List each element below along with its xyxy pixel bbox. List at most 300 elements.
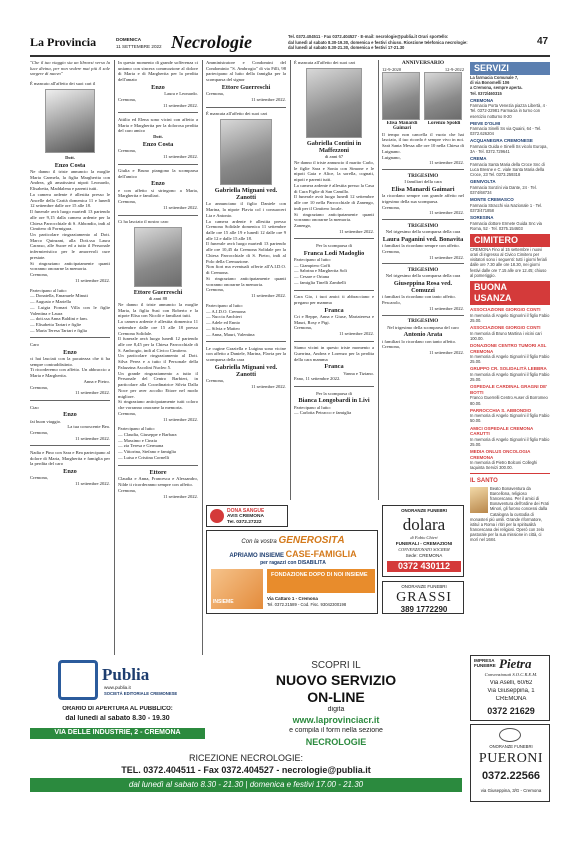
sidebar xyxy=(470,62,550,652)
list-item: — Silvia e Matteo xyxy=(206,325,240,331)
notice-text: Le cugine Graziella e Luigina sono vicine con affetto a Daniele, Marina, Flavia per la scomparsa della cara xyxy=(206,345,286,363)
trigesimo-title: TRIGESIMO xyxy=(407,266,439,273)
notice-signature: Laura e Leonardo. xyxy=(164,91,198,97)
pietra-label: FUNEBRE xyxy=(474,663,496,668)
participants-title: Partecipano al lutto: xyxy=(294,256,331,262)
publia-sub: SOCIETÀ EDITORIALE CREMONESE xyxy=(104,691,178,696)
pueroni-ad[interactable] xyxy=(470,724,550,802)
children-photo xyxy=(211,569,263,609)
notice-city: Cremona, xyxy=(30,475,48,481)
column-1 xyxy=(30,60,110,660)
deceased-name: Elisa Manardi Gaimari xyxy=(391,185,455,193)
list-item: — Massimo e Cinzia xyxy=(118,437,157,443)
notice-city: Cremona, xyxy=(206,287,224,293)
pharmacy-detail: Farmacia Porta Venezia piazza Libertà, 4 · Tel. 0372-22981 Farmacia in turno con esercizio notturno 8-20 xyxy=(470,103,548,119)
santo-detail: Beato Bonaventura da Barcellona, religioso francescano. Per il amici di Bonaventura dell'ordine dei Frati Minori, gli furono concessi dalla Catalogna la custodia di monasteri più umili. Grande riformatore, istituì a Roma i ritiri per la spiritualità francescana dei religiosi. Operò con zelo pastorale per la sua missione in città, ci morì nel 1684. xyxy=(470,485,549,543)
scopri-line: SCOPRI IL xyxy=(311,660,361,671)
sidebar-heading-buona-usanza: BUONA USANZA xyxy=(470,281,550,306)
notice-text: Caro xyxy=(30,341,39,347)
notice-text: Attilio ed Elena sono vicini con affetto a Maria e Margherita per la dolorosa perdita del caro amico xyxy=(118,116,198,134)
anniversary-date: 12-9-2020 xyxy=(382,66,402,72)
fundation-phone: Tel. 0372.21589 - Cod. Fisc. 93042300198 xyxy=(267,602,347,607)
notice-text: Per la scomparsa di xyxy=(316,390,352,396)
deceased-name: Laura Paganini ved. Bonavita xyxy=(382,235,464,243)
divider xyxy=(30,445,110,446)
divider xyxy=(382,315,464,316)
cimitero-detail: CREMONA Fino al 15 settembre i nuovi orari di ingresso al Civico Cimitero per visitatori sono i seguenti: tutti i giorni feriali dalle ore 7.30 alle ore 18.30, nei giorni festivi dalle ore 7.15 alle ore 12.45; chiuso al pomeriggio. xyxy=(470,247,547,278)
fundation-banner xyxy=(267,569,375,593)
scopri-line: e compila il form nella sezione xyxy=(289,727,383,734)
pharmacy-detail: Farmacia Guida e Sinelli Ss vicolo Europa, 3A · Tel. 0372.729641 xyxy=(470,144,548,155)
publia-logo: Publia xyxy=(102,665,150,684)
pueroni-logo: PUERONI xyxy=(478,751,544,766)
notice-text: La camera ardente è allestita presso le Ancelle della Carità domenica 11 e lunedì 12 settembre dalle ore 15 alle 18. xyxy=(30,191,110,209)
deceased-name: Franca xyxy=(324,306,344,314)
notice-city: Luignano, xyxy=(382,154,401,160)
anniversary-date: 12-9-2022 xyxy=(444,66,464,72)
notice-city: Cremona, xyxy=(206,378,224,384)
donation-detail: In memoria di Angelo Signorini il figlio Fabio 25.00. xyxy=(470,354,550,365)
notice-text: Ci ha lasciato il nostro caro xyxy=(118,219,169,225)
publia-url: www.publia.it xyxy=(104,685,131,690)
portrait-photo xyxy=(382,72,420,120)
deceased-name: Franca Lodi Madoglio xyxy=(303,249,365,257)
scopri-headline: ON-LINE xyxy=(307,689,365,705)
pueroni-header: ONORANZE FUNEBRI xyxy=(489,744,533,749)
notice-text: Amministratore e Condomini del Condominio "S. Ambrogio" di via Fillì, 98 partecipano al lutto della famiglia per la scomparsa del signor xyxy=(206,60,286,83)
scopri-section: NECROLOGIE xyxy=(305,737,367,747)
notice-date: 11 settembre 2022. xyxy=(251,384,286,390)
dolara-sub: FUNERALI - CREMAZIONI xyxy=(395,541,453,546)
portrait-photo xyxy=(45,89,95,153)
header-rule xyxy=(30,55,550,57)
notice-text: Ne danno il triste annuncio il marito Carlo, le figlie Sara e Sonia con Simone e le nipoti Gaia e Alice, la sorella, cognati, nipoti e parenti tutti. xyxy=(294,159,374,183)
donation-title: GRUPPO CR. SOLIDALITÀ LEBBRA xyxy=(470,366,547,372)
divider xyxy=(118,164,198,165)
notice-date: 11 settembre 2022. xyxy=(163,493,198,499)
donation-detail: In memoria di Angelo Signorini il figlio Fabio 50.00. xyxy=(470,413,550,424)
notice-signature: La tua conoscente Bea. xyxy=(67,424,110,430)
list-item: — Sabrina e Margherita Soli xyxy=(294,268,347,274)
notice-text: Il funerale avrà luogo lunedì 12 settembre alle ore 10 nella Parrocchiale di Zanengo, indi per il Cimitero locale. xyxy=(294,194,374,211)
portrait-photo xyxy=(306,68,362,138)
notice-city: Cremona, xyxy=(30,384,48,390)
trigesimo-title: TRIGESIMO xyxy=(407,172,439,179)
pharmacy-detail: Farmacia Stracchi via Nazionale 1 · Tel. 0373/471858 xyxy=(470,202,543,213)
notice-text: ci hai lasciati con la pacatezza che ti ha sempre contraddistinto. xyxy=(30,355,110,367)
participants-title: Partecipano al lutto: xyxy=(30,287,67,293)
deceased-name: Antonio Arata xyxy=(403,331,443,339)
pietra-label: IMPRESA xyxy=(474,658,495,663)
notice-date: 11 settembre 2022. xyxy=(429,350,464,356)
pharmacy-town: MONTE CREMASCO xyxy=(470,197,514,203)
dolara-logo: dolara xyxy=(402,515,446,534)
online-service-ad[interactable] xyxy=(210,660,462,750)
header-day: DOMENICA xyxy=(116,37,142,42)
donation-title: OSPEDALE CARDINAL GRAGNI DE' BOTTI xyxy=(470,384,548,395)
divider xyxy=(382,219,464,220)
ricezione-contacts: TEL. 0372.404511 - Fax 0372.404527 - necrologie@publia.it xyxy=(121,765,371,775)
pietra-address: Via Aselli, 60/62 xyxy=(489,680,533,686)
deceased-name: Ettore xyxy=(149,469,167,477)
notice-date: 11 settembre 2022. xyxy=(339,228,374,234)
avis-name: AVIS CREMONA xyxy=(227,514,264,519)
anniversary-title: ANNIVERSARIO xyxy=(401,60,445,66)
pharmacy-detail: Farmacia dottore Ermete Guida Snc via Roma, 52 · Tel. 0375.154603 xyxy=(470,220,542,231)
divider xyxy=(30,337,110,338)
sub-highlight: CASE-FAMIGLIA xyxy=(285,549,357,559)
divider xyxy=(118,112,198,113)
pharmacy-detail: Farmacia Sinelli Ss via Quaini, 64 - Tel. 0372.626204 xyxy=(470,126,542,137)
notice-text: Ciao xyxy=(30,404,39,410)
participants-list xyxy=(294,263,374,286)
santo-box xyxy=(470,473,550,542)
trigesimo-title: TRIGESIMO xyxy=(407,222,439,229)
pharmacy-detail: Farmacia Sonzini via Dante, 24 · Tel. 0374/68734 xyxy=(470,184,537,196)
list-item: — Claudia, Giuseppe e Barbara xyxy=(118,432,177,438)
list-item: — zia Teresa e Germana xyxy=(118,443,164,449)
notice-date: 11 settembre 2022. xyxy=(163,416,198,422)
notice-date: 11 settembre 2022. xyxy=(429,254,464,260)
dolara-sub: di Fabio Chieri xyxy=(410,535,438,540)
pharmacy-town: GENIVOLTA xyxy=(470,179,496,185)
divider xyxy=(294,341,374,342)
divider xyxy=(118,215,198,216)
list-item: — Luisa e Cristina Cornelli xyxy=(118,454,170,460)
column-divider xyxy=(114,60,115,655)
pharmacy-line: di via Bonomelli 106 xyxy=(470,80,510,86)
deceased-name: Lorenzo Spoldi xyxy=(427,120,461,126)
notice-text: i familiari la ricordano con tanto affetto. xyxy=(382,294,456,300)
donation-detail: In memoria di Angelo Signorini il figlio Fabio 25.00. xyxy=(470,436,550,447)
notice-text: i familiari lo ricordano con tanto affetto. xyxy=(382,338,457,344)
notice-text: Giulia e Bruno piangono la scomparsa dell'amico xyxy=(118,168,198,179)
publia-ad[interactable] xyxy=(30,660,205,750)
headline-text: Con la vostra xyxy=(241,539,277,545)
notice-city: Cremona, xyxy=(294,325,312,331)
donation-detail: In memoria di Angelo Signorini il figlio Fabio 25.00. xyxy=(470,372,550,383)
deceased-name: Gabriella Mignani ved. Zanotti xyxy=(214,363,278,379)
pharmacy-line: a Cremona, sempre aperta. xyxy=(470,85,523,91)
page-number: 47 xyxy=(537,36,549,47)
publia-logo-icon xyxy=(58,660,98,700)
deceased-age: di anni 88 xyxy=(148,296,168,302)
notice-text: i familiari la ricordano sempre con affetto. xyxy=(382,243,460,249)
grassi-header: ONORANZE FUNEBRI xyxy=(401,584,447,589)
notice-text: la ricordano sempre con grande affetto nel trigesimo della sua scomparsa. xyxy=(382,193,464,204)
ricezione-hours: dal lunedì al sabato 8.30 - 21.30 | domenica e festivi 17.00 - 21.30 xyxy=(30,778,462,792)
deceased-name: Enzo xyxy=(63,411,77,419)
notice-text: Il funerale avrà luogo martedì 13 partendo alle ore 9,15 dalla camera ardente per la Chiesa Parrocchiale di S. Abbondio, indi al Cimitero di Formigara. xyxy=(30,209,110,232)
pharmacy-line: La farmacia Comunale 7, xyxy=(470,75,519,81)
deceased-name: Ettore Guerreschi xyxy=(133,288,183,296)
headline-highlight: GENEROSITÀ xyxy=(278,535,345,546)
fundation-name: FONDAZIONE DOPO DI NOI INSIEME xyxy=(271,572,368,578)
pharmacy-town: SORESINA xyxy=(470,214,494,220)
deceased-name: Enzo xyxy=(151,83,165,91)
dolara-sub: CONVENZIONATO SOCREM xyxy=(398,547,450,552)
sidebar-heading-cimitero: CIMITERO xyxy=(470,234,550,247)
deceased-name: Gabriella Mignani ved. Zanotti xyxy=(214,186,278,202)
ricezione-title: RICEZIONE NECROLOGIE: xyxy=(188,753,304,763)
pietra-ad[interactable] xyxy=(470,655,550,721)
notice-date: 11 settembre 2022. xyxy=(75,435,110,441)
notice-text: Nel trigesimo della scomparsa della cara xyxy=(385,229,461,235)
notice-text: Non fiori ma eventuali offerte all'A.I.D.O. di Cremona. xyxy=(206,264,286,276)
divider xyxy=(30,400,110,401)
donation-title: DONAZIONE CENTRO TUMORI ASL CREMONA xyxy=(470,342,547,354)
notice-text: Un grande ringraziamento a tutto il Personale del Centro Barbieri, in particolare alla Coordinatrice Silvia Dalla Noce per aver accolto Ettore nel modo migliore. xyxy=(118,370,198,399)
deceased-name: Enzo xyxy=(151,180,165,188)
notice-city: Pescarolo, xyxy=(382,300,402,306)
avis-title: DONA SANGUE xyxy=(227,508,265,514)
column-4 xyxy=(294,60,374,500)
generosity-line: per ragazzi con DISABILITÀ xyxy=(260,560,326,566)
notice-city: Cremona, xyxy=(118,410,136,416)
divider xyxy=(206,107,286,108)
notice-text: La camera ardente è allestita presso Cremona Solidale domenica 11 settembre dalle ore 15 alle 19 e lunedì 12 dalle ore 9 alle 12 e dalle 15 alle 18. xyxy=(206,218,286,241)
notice-text: Un particolare ringraziamento al Dott. Marco Quinzani, alla Dott.ssa Laura Carasso, alle Suore ed a tutto il Personale infermieristico per le amorevoli cure prestate. xyxy=(30,231,110,260)
deceased-age: di anni 67 xyxy=(324,154,344,160)
deceased-name: Gabriella Contini in Maffezzoni xyxy=(306,139,362,154)
blood-drop-icon xyxy=(210,509,224,523)
list-item: — Vittorina, Stefano e famiglia xyxy=(118,449,176,455)
deceased-name: Enzo xyxy=(63,348,77,356)
divider xyxy=(294,290,374,291)
dolara-ad[interactable] xyxy=(382,505,464,577)
list-item: — Luigia Fornari Villa con le figlie Valentina e Laura xyxy=(30,304,110,316)
participants-title: Partecipano al lutto: xyxy=(206,302,243,308)
deceased-name: Franca xyxy=(324,363,344,371)
list-item: — Elisabetta Tartari e figlie xyxy=(30,322,82,327)
notice-date: 11 settembre 2022. xyxy=(163,204,198,210)
publia-hours: dal lunedì al sabato 8.30 - 19.30 xyxy=(65,715,170,722)
notice-text: È mancata all'affetto dei suoi cari xyxy=(294,60,356,65)
participants-list xyxy=(206,309,286,338)
notice-date: 11 settembre 2022. xyxy=(429,210,464,216)
notice-city: Fano, 11 settembre 2022. xyxy=(294,376,341,382)
notice-city: Cremona, xyxy=(206,91,224,97)
divider xyxy=(294,386,374,387)
notice-text: La camera ardente è allestita presso la Casa di Cura Figlie di San Camillo. xyxy=(294,182,374,194)
sidebar-heading-servizi: SERVIZI xyxy=(470,62,550,75)
quote-text: "Che il tuo viaggio sia un librarsi verso la luce divina, per non vedere mai più il sole sorgere di nuovo" xyxy=(30,60,110,77)
notice-text: Cri e Beppe, Anna e Giuse, Mariateresa e Mauri, Rosy e Pigi. xyxy=(294,313,374,325)
generosity-headline xyxy=(207,535,378,548)
header-contact xyxy=(288,34,538,51)
donation-title: MEDIA ONLUS ONCOLOGIA CREMONA xyxy=(470,449,531,460)
title-text: Dott. xyxy=(153,134,163,140)
generosity-ad[interactable] xyxy=(206,530,378,614)
notice-text: Il funerale avrà luogo martedì 13 partendo alle ore 10,45 da Cremona Solidale per la Chiesa Parrocchiale di S. Pietro, indi al Polo della Cremazione. xyxy=(206,241,286,264)
column-3 xyxy=(206,60,286,500)
saint-image xyxy=(470,487,488,513)
donation-detail: In memoria di Angelo Signorini il figlio Fabio 25.00. xyxy=(470,312,550,323)
notice-date: 11 settembre 2022. xyxy=(251,96,286,102)
pietra-sub: Convenzionati S.O.C.R.E.M. xyxy=(484,672,538,677)
grassi-ad[interactable] xyxy=(382,581,464,614)
list-item: — Carlotta Petracco e famiglia xyxy=(294,410,352,416)
deceased-name: Ettore Guerreschi xyxy=(221,83,271,91)
divider xyxy=(382,169,464,170)
notice-text: Ne danno il triste annuncio la moglie Maria Carmela, la figlia Margherita con Andrea, gli amatissimi nipoti Leonardo, Elisabetta, Maddalena e parenti tutti. xyxy=(30,168,110,192)
notice-signature: Anna e Pietro. xyxy=(83,378,110,384)
notice-text: Si ringraziano anticipatamente quanti vorranno onorarne la memoria. xyxy=(294,211,374,223)
notice-text: Si ringraziano anticipatamente quanti vorranno onorarne la memoria. xyxy=(206,275,286,287)
notice-city: Cremona, xyxy=(30,272,48,278)
page-header xyxy=(30,34,550,54)
pharmacy-town: CREMONA xyxy=(470,97,494,103)
list-item: — Augusto e Mariella xyxy=(30,299,71,305)
contact-line: Tel. 0372.404511 · Fax 0372.404527 · E-mail: necrologie@publia.it Orari sportello: xyxy=(288,34,449,39)
contact-line: dal lunedì al sabato 8.30-19.30, domenica e festivi chiuso. Ricezione telefonica necrologie: xyxy=(288,39,468,45)
grassi-phone: 389 1772290 xyxy=(400,605,448,614)
section-title: Necrologie xyxy=(171,34,252,52)
notice-date: 11 settembre 2022. xyxy=(75,390,110,396)
donation-title: ASSOCIAZIONE GIORGIO CONTI xyxy=(470,325,541,331)
list-item: — Nuccia Anchieri xyxy=(206,314,242,320)
divider xyxy=(294,238,374,239)
notice-text: È mancato all'affetto dei suoi cari il xyxy=(30,81,96,87)
pharmacy-detail: Farmacia Santa Maria della Croce Snc di Luca Bresne e C. viale Santa Maria della Croce, 23 Tel. 0373.259318 xyxy=(470,161,545,178)
divider xyxy=(118,465,198,466)
dolara-header: ONORANZE FUNEBRI xyxy=(401,508,447,513)
notice-city: Cremona, xyxy=(118,199,136,205)
pietra-logo: Pietra xyxy=(499,656,532,671)
santo-heading: IL SANTO xyxy=(470,478,498,485)
donation-title: PARROCCHIA S. ABBONDIO xyxy=(470,407,532,413)
notice-text: Claudia e Anna, Francesca e Alessandro, Nilde ti ricorderanno sempre con affetto. xyxy=(118,476,198,488)
contact-line: dal lunedì al sabato 8.30-21.30, domenica e festivi 17-21.30 xyxy=(288,45,405,51)
list-item: — Giampiero Goffi xyxy=(294,262,331,268)
notice-date: 11 settembre 2022. xyxy=(339,331,374,337)
notice-text: e con affetto si stringono a Maria, Margherita e familiari. xyxy=(118,187,198,199)
pharmacy-town: CREMA xyxy=(470,156,487,162)
notice-text: La camera ardente è allestita domenica 11 settembre dalle ore 15 alle 18 presso Cremona Solidale. xyxy=(118,319,198,336)
pietra-address: Via Giuseppina, 1 xyxy=(487,688,535,694)
notice-text: Siamo vicini in questo triste momento a Guerrina, Andrea e Lorenzo per la perdita della cara mamma xyxy=(294,345,374,362)
publia-hours-title: ORARIO DI APERTURA AL PUBBLICO: xyxy=(62,706,173,712)
notice-city: Cremona, xyxy=(118,487,136,493)
notice-date: 11 settembre 2022. xyxy=(163,153,198,159)
trigesimo-title: TRIGESIMO xyxy=(407,318,439,325)
pharmacy-line: Tel. 0372/460315 xyxy=(470,90,502,96)
avis-ad[interactable] xyxy=(206,505,288,527)
column-5 xyxy=(382,60,464,500)
avis-phone: Tel. 0372.27222 xyxy=(227,520,262,525)
notice-text: Il tempo non cancella il vuoto che hai lasciato, il tuo ricordo è sempre vivo in noi. Sarà Santa Messa alle ore 10 nella Chiesa di Luignano. xyxy=(382,131,464,154)
portrait-photo xyxy=(134,227,182,287)
notice-text: In questo momento di grande sofferenza ci uniamo con sincera commozione al dolore di Maria e di Margherita per la perdita dell'amato xyxy=(118,60,198,83)
publia-address: VIA DELLE INDUSTRIE, 2 - CREMONA xyxy=(30,728,205,739)
donation-detail: In memoria di Bruno Martina i vicini cari 100.00. xyxy=(470,330,542,341)
list-item: — A.I.D.O. Cremona xyxy=(206,308,246,314)
notice-date: 11 settembre 2022. xyxy=(75,277,110,283)
donation-detail: Franco Guerrelli Centro Auser di Borromeo 80.00. xyxy=(470,395,548,406)
notice-text: Nadia e Pino con Sara e Bea partecipano al dolore di Maria, Margherita e famiglia per la perdita del caro xyxy=(30,449,110,467)
list-item: — Anna, Mauri, Valentina xyxy=(206,331,255,337)
participants-title: Partecipano al lutto: xyxy=(294,404,331,410)
notice-date: 11 settembre 2022. xyxy=(429,160,464,166)
notice-text: Cara Gio, i tuoi amici ti abbracciano e pregano per mamma xyxy=(294,294,374,305)
column-divider xyxy=(290,60,291,500)
participants-title: Partecipano al lutto: xyxy=(118,426,155,432)
list-item: — Cesare e Oriana xyxy=(294,274,330,280)
notice-city: Cremona, xyxy=(382,204,400,210)
deceased-name: Bianca Longobardi in Livi xyxy=(298,397,370,405)
scopri-url[interactable]: www.laprovinciacr.it xyxy=(292,715,380,725)
list-item: — famiglia Tinelli Zambelli xyxy=(294,279,346,285)
notice-city: Cremona, xyxy=(118,148,136,154)
dolara-sub: Sede: CREMONA xyxy=(405,553,443,558)
pietra-phone: 0372 21629 xyxy=(487,706,535,716)
notice-date: 11 settembre 2022. xyxy=(75,481,110,487)
notice-text: Si ringraziano anticipatamente quanti vorranno onorarne la memoria. xyxy=(30,260,110,272)
donation-title: ASSOCIAZIONE GIORGIO CONTI xyxy=(470,307,541,313)
portrait-photo xyxy=(424,72,462,120)
notice-date: 11 settembre 2022. xyxy=(163,102,198,108)
notice-city: Zanengo, xyxy=(294,223,312,229)
notice-text: Ti ricorderemo con affetto. Un abbraccio a Maria e Margherita. xyxy=(30,367,110,379)
portrait-photo xyxy=(220,119,272,185)
notice-text: Nel trigesimo della scomparsa della cara xyxy=(385,273,461,279)
sub-text: APRIAMO INSIEME xyxy=(229,553,284,559)
list-item: — Donatella, Emanuele Minuti xyxy=(30,293,88,299)
pueroni-phone: 0372.22566 xyxy=(481,770,541,782)
notice-text: È mancata all'affetto dei suoi cari xyxy=(206,111,268,117)
column-divider xyxy=(378,60,379,500)
notice-text: Ne danno il triste annuncio la moglie Maria, la figlia Susi con Roberto e la nipote Elisa con Nicolò e familiari tutti. xyxy=(118,301,198,319)
pueroni-address: via Giuseppina, 3/G - Cremona xyxy=(480,788,542,793)
divider xyxy=(382,263,464,264)
participants-list xyxy=(30,293,110,333)
pharmacy-town: PIEVE D'OLMI xyxy=(470,120,501,126)
generosity-sub xyxy=(207,549,378,561)
pietra-address: CREMONA xyxy=(495,696,527,702)
column-divider xyxy=(202,60,203,655)
notice-text: fai buon viaggio. xyxy=(30,418,62,424)
pharmacy-town: ACQUANEGRA CREMONESE xyxy=(470,138,533,144)
notice-text: Nel trigesimo della scomparsa del caro xyxy=(387,324,459,330)
grassi-logo: GRASSI xyxy=(396,590,452,605)
notice-text: Si ringraziano anticipatamente tutti coloro che vorranno onorarne la memoria. xyxy=(118,399,198,411)
ricezione-banner xyxy=(30,753,462,803)
notice-text: Un particolare ringraziamento al Dott. Silva Perez e a tutto il Personale della Palazzina Ascolini Nucleo 5. xyxy=(118,353,198,370)
deceased-name: Enzo Costa xyxy=(142,140,174,148)
donation-title: AMICI OSPEDALE CREMONA CARUTTI xyxy=(470,425,534,437)
list-item: — Adele ed Ennio xyxy=(206,320,241,326)
donation-detail: In memoria di Pietro Bolconi Colleghi Iaquinta Servizi 300.00. xyxy=(470,460,538,471)
list-item: — Maria Teresa Tartari e figlia xyxy=(30,327,87,333)
scopri-line: digita xyxy=(327,706,345,713)
brand-logo: La Provincia xyxy=(30,35,97,49)
participants-list xyxy=(118,432,198,461)
title-text: Dott. xyxy=(65,154,75,160)
notice-text: I familiari della cara xyxy=(404,179,442,185)
notice-city: Cremona, xyxy=(382,344,400,350)
scopri-headline: NUOVO SERVIZIO xyxy=(275,672,397,688)
notice-text: Il funerale avrà luogo lunedì 12 partendo alle ore 8,45 per la Chiesa Parrocchiale di S. Ambrogio, indi al Civico Cimitero. xyxy=(118,336,198,353)
notice-date: 11 settembre 2022. xyxy=(429,305,464,311)
dolara-phone: 0372 430112 xyxy=(387,561,461,572)
deceased-name: Enzo xyxy=(63,468,77,476)
notice-signature: Vanna e Tiziano. xyxy=(343,370,374,376)
fundation-address: Via Cattaro 1 - Cremona xyxy=(267,596,318,601)
deceased-name: Enzo Costa xyxy=(54,161,86,169)
pueroni-logo-icon xyxy=(499,728,521,742)
deceased-name: Giuseppina Rosa ved. Comuzzi xyxy=(393,279,453,295)
notice-city: Cremona, xyxy=(118,96,136,102)
